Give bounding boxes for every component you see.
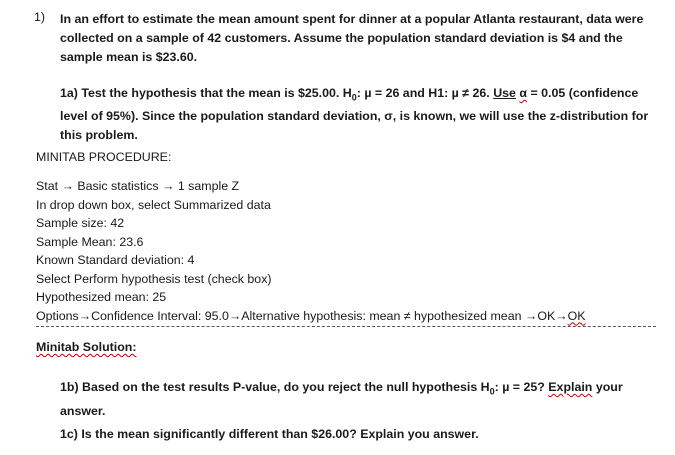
procedure-steps bbox=[36, 177, 666, 325]
procedure-line: Sample Mean: 23.6 bbox=[36, 234, 144, 249]
use-word: Use bbox=[493, 86, 516, 100]
minitab-solution-label: Minitab Solution: bbox=[36, 340, 137, 354]
procedure-line: Sample size: 42 bbox=[36, 216, 125, 230]
dashed-divider bbox=[36, 326, 656, 327]
procedure-line: Hypothesized mean: 25 bbox=[36, 290, 167, 304]
question-1a-part1: 1a) Test the hypothesis that the mean is $25.00. H bbox=[60, 86, 352, 100]
h0-subscript: 0 bbox=[351, 92, 357, 103]
procedure-line: In drop down box, select Summarized data bbox=[36, 197, 271, 212]
question-1b bbox=[60, 377, 650, 421]
options-line bbox=[36, 307, 666, 326]
procedure-line: Select Perform hypothesis test (check box) bbox=[36, 271, 272, 286]
question-1c: 1c) Is the mean significantly different than $26.00? Explain you answer. bbox=[60, 427, 479, 441]
ok-text: OK bbox=[567, 308, 586, 323]
procedure-heading: MINITAB PROCEDURE: bbox=[36, 150, 172, 164]
explain-word: Explain bbox=[548, 380, 593, 394]
question-1a bbox=[60, 84, 660, 145]
question-1b-part2: : µ = 25? bbox=[494, 380, 545, 394]
question-number: 1) bbox=[34, 10, 46, 24]
procedure-line: Stat → Basic statistics → 1 sample Z bbox=[36, 179, 240, 193]
question-1b-part3: your answer. bbox=[60, 380, 623, 419]
alpha-symbol: α bbox=[519, 86, 527, 100]
procedure-line: Known Standard deviation: 4 bbox=[36, 253, 195, 267]
question-1a-part2: : µ = 26 and H1: µ ≠ 26. bbox=[356, 86, 490, 100]
question-1-text: In an effort to estimate the mean amount spent for dinner at a popular Atlanta restaurant, data were collected on a sample of 42 customers. Assume the population standard deviation is $4 and the sample mean is $23.60. bbox=[60, 12, 644, 64]
options-text: Options→Confidence Interval: 95.0→Alternative hypothesis: mean ≠ hypothesized mean →OK→ bbox=[36, 308, 568, 323]
question-1a-part3: = 0.05 (confidence level of 95%). Since the population standard deviation, σ, is known, we will use the z-distribution for this problem. bbox=[60, 86, 649, 143]
h0-subscript: 0 bbox=[489, 386, 495, 397]
question-1b-part1: 1b) Based on the test results P-value, do you reject the null hypothesis H bbox=[60, 380, 490, 394]
